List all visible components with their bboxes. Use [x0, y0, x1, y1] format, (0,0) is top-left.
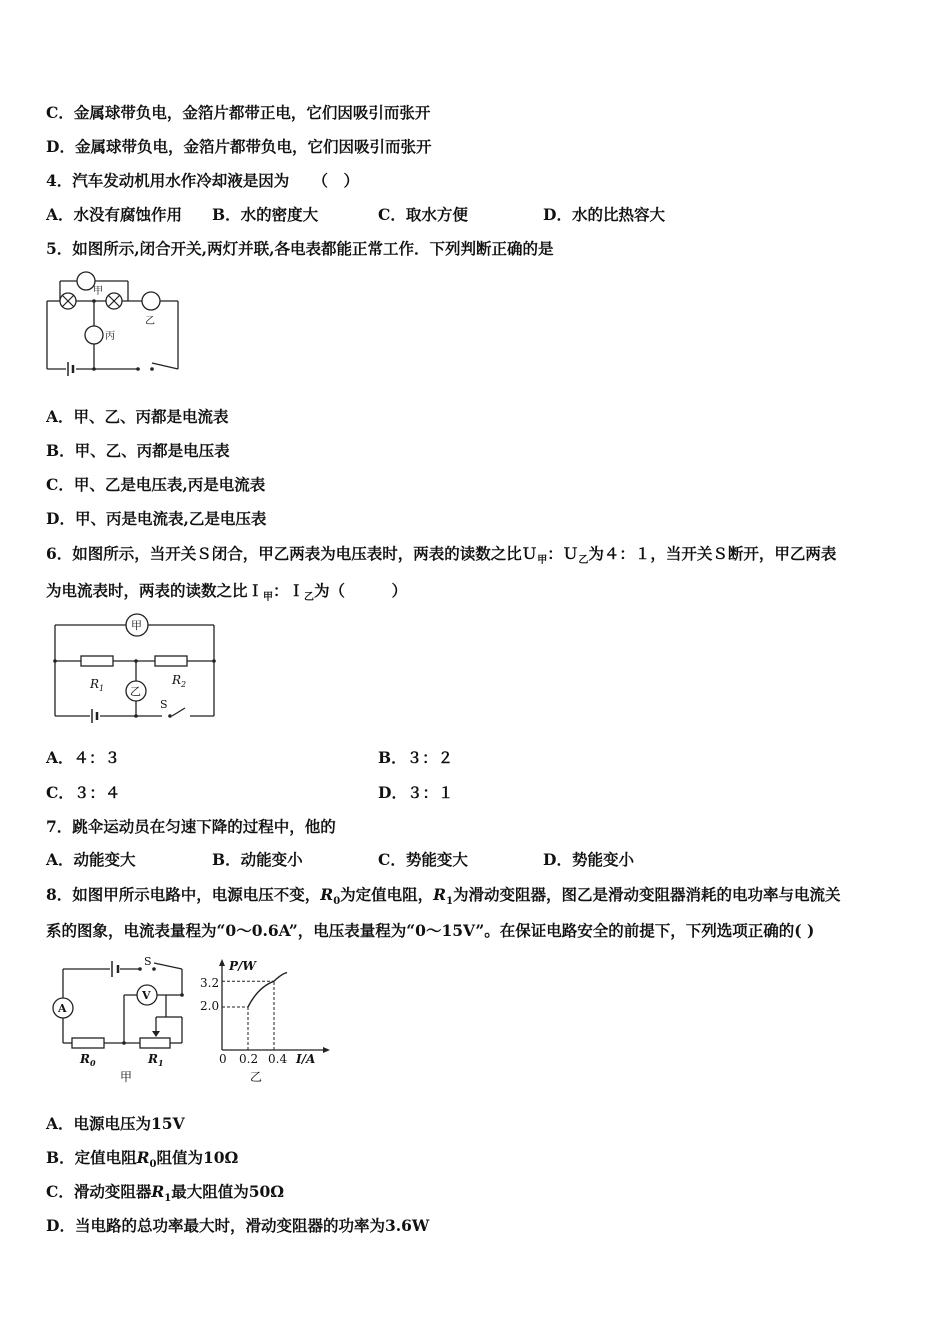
q8-fig-yi-caption: 乙 [250, 1070, 263, 1084]
q8-stem1-c: 为滑动变阻器，图乙是滑动变阻器消耗的电功率与电流关 [453, 885, 841, 904]
q8-option-b-post: 阻值为10Ω [156, 1148, 239, 1167]
q5-option-d: D．甲、丙是电流表,乙是电压表 [46, 509, 267, 528]
q8-option-d: D．当电路的总功率最大时，滑动变阻器的功率为3.6W [46, 1216, 430, 1235]
power-curve [248, 973, 287, 1007]
q4-option-d: D．水的比热容大 [543, 205, 665, 224]
q5-option-b: B．甲、乙、丙都是电压表 [46, 441, 230, 460]
q8-option-c-post: 最大阻值为50Ω [171, 1182, 285, 1201]
q6-stem1-post: 为４：１，当开关Ｓ断开，甲乙两表 [588, 544, 837, 563]
q8-stem-line2: 系的图象，电流表量程为“0～0.6A”，电压表量程为“0～15V”。在保证电路安全的前提下，下列选项正确的( ) [46, 921, 815, 940]
q6-stem2-sub1: 甲 [263, 592, 274, 604]
q8-option-b-sub: 0 [149, 1159, 157, 1171]
q8-stem-line1 [46, 885, 841, 912]
q5-meter-yi-label: 乙 [145, 316, 155, 327]
q8-option-c-r: R [151, 1182, 165, 1201]
q6-stem1-mid: ：Ｕ [547, 544, 579, 563]
q6-r2-label: $R_2$ [172, 673, 187, 689]
q8-option-c-sub: 1 [164, 1193, 172, 1205]
q8-stem1-r1: R [433, 885, 447, 904]
q8-graph-xtick-0: 0 [219, 1052, 227, 1066]
q5-meter-jia-label: 甲 [93, 286, 103, 297]
q5-option-a: A．甲、乙、丙都是电流表 [46, 407, 229, 426]
q4-option-a: A．水没有腐蚀作用 [46, 205, 183, 224]
q4-stem: 4．汽车发动机用水作冷却液是因为 （ ） [46, 171, 360, 190]
q6-stem-line2 [46, 581, 407, 608]
q8-graph-ytick-20: 2.0 [200, 999, 220, 1013]
q4-option-b: B．水的密度大 [212, 205, 319, 224]
q8-circuit-diagram [44, 955, 194, 1090]
q6-option-c: C．３：４ [46, 783, 121, 802]
q8-graph-xtick-02: 0.2 [239, 1052, 259, 1066]
q6-option-a: A．４：３ [46, 748, 121, 767]
q3-option-c: C．金属球带负电，金箔片都带正电，它们因吸引而张开 [46, 103, 431, 122]
q6-meter-yi-label: 乙 [130, 685, 141, 698]
q8-option-c [46, 1182, 284, 1209]
q5-meter-bing-label: 丙 [105, 331, 115, 342]
q6-option-b: B．３：２ [378, 748, 454, 767]
q8-stem1-r1sub: 1 [446, 896, 454, 908]
q6-stem2-mid: ：Ｉ [273, 581, 305, 600]
q8-option-a: A．电源电压为15V [46, 1114, 185, 1133]
q8-stem1-b: 为定值电阻， [340, 885, 434, 904]
q6-stem-line1 [46, 544, 836, 571]
q8-switch-label: S [144, 955, 152, 968]
q7-option-c: C．势能变大 [378, 850, 468, 869]
q8-graph-ytick-32: 3.2 [200, 976, 220, 990]
q8-stem1-a: 8．如图甲所示电路中，电源电压不变， [46, 885, 321, 904]
q8-r1-label: $R_1$ [148, 1052, 164, 1068]
q3-option-d: D．金属球带负电，金箔片都带负电，它们因吸引而张开 [46, 137, 432, 156]
q6-meter-jia-label: 甲 [131, 619, 142, 632]
q8-ammeter-label: A [58, 1002, 67, 1015]
q8-graph-xtick-04: 0.4 [268, 1052, 288, 1066]
q8-option-b-r: R [136, 1148, 150, 1167]
q6-r1-label: $R_1$ [90, 677, 105, 693]
q8-option-c-pre: C．滑动变阻器 [46, 1182, 152, 1201]
q5-stem: 5．如图所示,闭合开关,两灯并联,各电表都能正常工作．下列判断正确的是 [46, 239, 554, 258]
q6-circuit-diagram [48, 615, 223, 725]
q6-stem1-sub2: 乙 [578, 555, 589, 567]
q5-circuit-diagram [40, 268, 190, 378]
q8-stem1-r0: R [320, 885, 334, 904]
q6-stem2-sub2: 乙 [304, 592, 315, 604]
q7-option-b: B．动能变小 [212, 850, 303, 869]
q8-r0-label: $R_0$ [80, 1052, 96, 1068]
q7-stem: 7．跳伞运动员在匀速下降的过程中，他的 [46, 817, 336, 836]
q8-fig-jia-caption: 甲 [120, 1070, 133, 1084]
q8-stem1-r0sub: 0 [333, 896, 341, 908]
q8-graph-xlabel: I/A [296, 1052, 316, 1066]
q6-option-d: D．３：１ [378, 783, 454, 802]
q7-option-a: A．动能变大 [46, 850, 136, 869]
q8-option-b [46, 1148, 238, 1175]
q6-stem2-pre: 为电流表时，两表的读数之比Ｉ [46, 581, 264, 600]
q6-stem2-post: 为（ ） [314, 581, 408, 600]
q8-power-current-graph [196, 955, 336, 1090]
q5-option-c: C．甲、乙是电压表,丙是电流表 [46, 475, 266, 494]
q6-stem1-pre: 6．如图所示，当开关Ｓ闭合，甲乙两表为电压表时，两表的读数之比Ｕ [46, 544, 538, 563]
q4-option-c: C．取水方便 [378, 205, 468, 224]
q6-switch-label: S [160, 698, 168, 711]
q8-voltmeter-label: V [142, 989, 151, 1002]
q8-option-b-pre: B．定值电阻 [46, 1148, 137, 1167]
q7-option-d: D．势能变小 [543, 850, 634, 869]
q8-graph-ylabel: P/W [229, 959, 256, 973]
q6-stem1-sub1: 甲 [537, 555, 548, 567]
